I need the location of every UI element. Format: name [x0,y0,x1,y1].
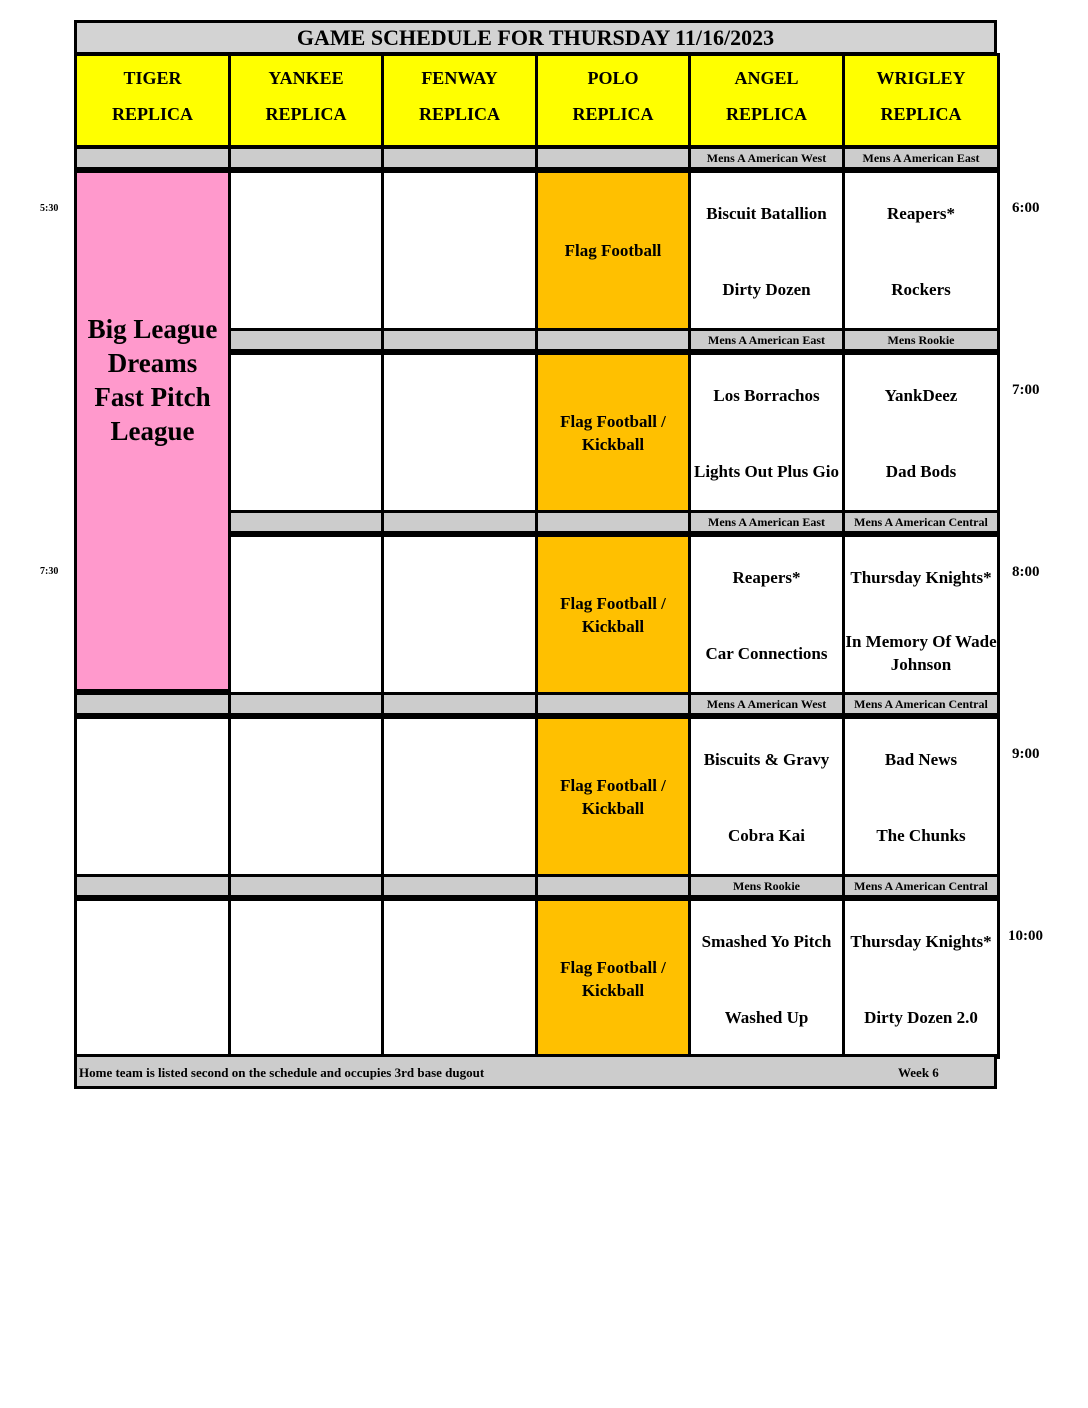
empty-game-cell [228,534,384,695]
empty-game-cell [74,716,231,877]
angel-matchup-cell [688,170,845,331]
polo-activity-cell [535,534,691,695]
slot-start-time: 9:00 [1012,746,1040,762]
field-subtitle: REPLICA [725,104,807,124]
week-label: Week 6 [898,1065,939,1080]
home-team: Cobra Kai [728,825,805,845]
polo-activity-label: Flag Football / Kickball [560,957,666,1000]
divider-cell [535,328,691,352]
field-name: WRIGLEY [876,68,966,88]
polo-activity-label: Flag Football / Kickball [560,411,666,454]
field-name: FENWAY [421,68,498,88]
wrigley-division-label: Mens A American Central [842,874,1000,898]
home-team: Dad Bods [885,461,957,481]
divider-cell [74,692,231,716]
angel-matchup-cell [688,534,845,695]
field-header-polo [535,53,691,148]
divider-cell [228,146,384,170]
left-time-label: 7:30 [40,566,59,577]
field-subtitle: REPLICA [265,104,347,124]
divider-cell [381,510,538,534]
away-team: Biscuit Batallion [706,203,827,223]
slot-start-time: 8:00 [1012,564,1040,580]
divider-cell [535,510,691,534]
empty-game-cell [381,898,538,1059]
slot-start-time: 10:00 [1008,928,1043,944]
home-team: Washed Up [724,1007,809,1027]
empty-game-cell [381,170,538,331]
wrigley-matchup-cell [842,352,1000,513]
field-subtitle: REPLICA [880,104,962,124]
home-team: Dirty Dozen 2.0 [864,1007,978,1027]
away-team: Reapers* [732,567,801,587]
divider-cell [74,874,231,898]
wrigley-division-label: Mens Rookie [842,328,1000,352]
empty-game-cell [381,716,538,877]
polo-activity-label: Flag Football / Kickball [560,593,666,636]
wrigley-division-label: Mens A American Central [842,510,1000,534]
field-subtitle: REPLICA [111,104,193,124]
polo-activity-cell [535,898,691,1059]
field-header-fenway [381,53,538,148]
home-team: Lights Out Plus Gio [693,461,839,481]
field-name: ANGEL [734,68,799,88]
polo-activity-cell [535,170,691,331]
angel-division-label: Mens A American East [688,510,845,534]
divider-cell [381,146,538,170]
empty-game-cell [381,352,538,513]
wrigley-division-label: Mens A American Central [842,692,1000,716]
divider-cell [228,510,384,534]
empty-game-cell [228,716,384,877]
left-time-label: 5:30 [40,203,59,214]
angel-division-label: Mens A American East [688,328,845,352]
away-team: Smashed Yo Pitch [701,931,832,951]
angel-matchup-cell [688,898,845,1059]
away-team: Bad News [884,749,958,769]
field-header-wrigley [842,53,1000,148]
wrigley-matchup-cell [842,898,1000,1059]
angel-matchup-cell [688,352,845,513]
divider-cell [535,692,691,716]
away-team: Thursday Knights* [850,567,992,587]
home-team: In Memory Of Wade Johnson [845,632,997,674]
home-team: Dirty Dozen [722,279,811,299]
divider-cell [74,146,231,170]
home-team: The Chunks [876,825,966,845]
angel-division-label: Mens A American West [688,692,845,716]
field-name: POLO [587,68,639,88]
home-team: Car Connections [705,643,828,663]
divider-cell [381,328,538,352]
empty-game-cell [228,898,384,1059]
polo-activity-label: Flag Football [564,241,662,260]
fast-pitch-league-block [74,170,231,692]
home-team: Rockers [891,279,951,299]
divider-cell [535,874,691,898]
wrigley-matchup-cell [842,170,1000,331]
divider-cell [381,874,538,898]
slot-start-time: 7:00 [1012,382,1040,398]
empty-game-cell [228,352,384,513]
angel-division-label: Mens A American West [688,146,845,170]
away-team: Thursday Knights* [850,931,992,951]
divider-cell [228,874,384,898]
field-name: YANKEE [268,68,344,88]
field-subtitle: REPLICA [572,104,654,124]
wrigley-matchup-cell [842,716,1000,877]
field-subtitle: REPLICA [418,104,500,124]
schedule-title: GAME SCHEDULE FOR THURSDAY 11/16/2023 [74,20,997,55]
slot-start-time: 6:00 [1012,200,1040,216]
field-header-tiger [74,53,231,148]
divider-cell [228,328,384,352]
angel-matchup-cell [688,716,845,877]
away-team: Reapers* [887,203,955,223]
wrigley-matchup-cell [842,534,1000,695]
empty-game-cell [74,898,231,1059]
field-header-yankee [228,53,384,148]
angel-division-label: Mens Rookie [688,874,845,898]
fast-pitch-league-label: Big League Dreams Fast Pitch League [87,314,218,446]
field-name: TIGER [123,68,182,88]
polo-activity-cell [535,716,691,877]
away-team: YankDeez [884,385,958,405]
away-team: Biscuits & Gravy [703,749,830,769]
home-team-note: Home team is listed second on the schedule and occupies 3rd base dugout [79,1065,485,1080]
divider-cell [381,692,538,716]
schedule-footer [74,1054,997,1089]
empty-game-cell [228,170,384,331]
divider-cell [535,146,691,170]
empty-game-cell [381,534,538,695]
away-team: Los Borrachos [713,385,820,405]
field-header-angel [688,53,845,148]
polo-activity-label: Flag Football / Kickball [560,775,666,818]
divider-cell [228,692,384,716]
polo-activity-cell [535,352,691,513]
wrigley-division-label: Mens A American East [842,146,1000,170]
